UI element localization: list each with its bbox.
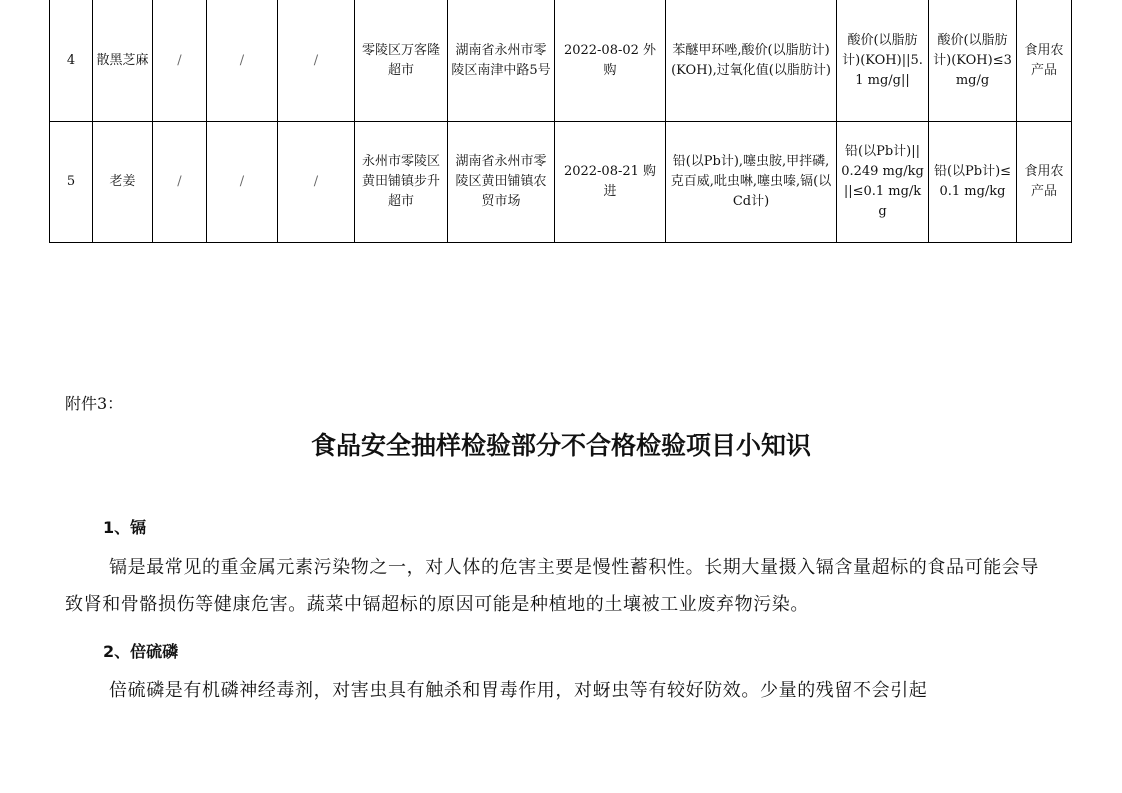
cell-no: 5 — [50, 122, 93, 243]
section-body: 镉是最常见的重金属元素污染物之一，对人体的危害主要是慢性蓄积性。长期大量摄入镉含量超标的食品可能会导致肾和骨骼损伤等健康危害。蔬菜中镉超标的原因可能是种植地的土壤被工业废弃物污染。 — [65, 557, 1039, 615]
cell-blank: / — [207, 0, 278, 122]
cell-product-name: 散黑芝麻 — [93, 0, 153, 122]
section-heading: 1、镉 — [103, 518, 147, 537]
cell-blank: / — [207, 122, 278, 243]
cell-address: 湖南省永州市零陵区黄田铺镇农贸市场 — [448, 122, 555, 243]
table-row — [50, 122, 1072, 243]
cell-blank: / — [153, 122, 207, 243]
cell-product-name: 老姜 — [93, 122, 153, 243]
unqualified-results-table — [49, 0, 1072, 243]
cell-date-source: 2022-08-02 外购 — [555, 0, 666, 122]
cell-sampled-unit: 永州市零陵区黄田铺镇步升超市 — [355, 122, 448, 243]
cell-result: 铅(以Pb计)||0.249 mg/kg||≤0.1 mg/kg — [837, 122, 929, 243]
cell-category: 食用农产品 — [1017, 0, 1072, 122]
cell-date-source: 2022-08-21 购进 — [555, 122, 666, 243]
cell-address: 湖南省永州市零陵区南津中路5号 — [448, 0, 555, 122]
cell-blank: / — [278, 122, 355, 243]
cell-no: 4 — [50, 0, 93, 122]
cell-category: 食用农产品 — [1017, 122, 1072, 243]
cell-blank: / — [278, 0, 355, 122]
cell-standard: 铅(以Pb计)≤0.1 mg/kg — [929, 122, 1017, 243]
attachment-label: 附件3： — [65, 394, 124, 413]
cell-test-items: 苯醚甲环唑,酸价(以脂肪计)(KOH),过氧化值(以脂肪计) — [666, 0, 837, 122]
cell-result: 酸价(以脂肪计)(KOH)||5.1 mg/g|| — [837, 0, 929, 122]
cell-sampled-unit: 零陵区万客隆超市 — [355, 0, 448, 122]
cell-standard: 酸价(以脂肪计)(KOH)≤3 mg/g — [929, 0, 1017, 122]
table-row — [50, 0, 1072, 122]
section-body: 倍硫磷是有机磷神经毒剂，对害虫具有触杀和胃毒作用，对蚜虫等有较好防效。少量的残留不会引起 — [109, 680, 928, 701]
page-title: 食品安全抽样检验部分不合格检验项目小知识 — [310, 431, 811, 460]
results-table-wrap — [49, 0, 1071, 243]
section-heading: 2、倍硫磷 — [103, 642, 179, 661]
cell-test-items: 铅(以Pb计),噻虫胺,甲拌磷,克百威,吡虫啉,噻虫嗪,镉(以Cd计) — [666, 122, 837, 243]
cell-blank: / — [153, 0, 207, 122]
